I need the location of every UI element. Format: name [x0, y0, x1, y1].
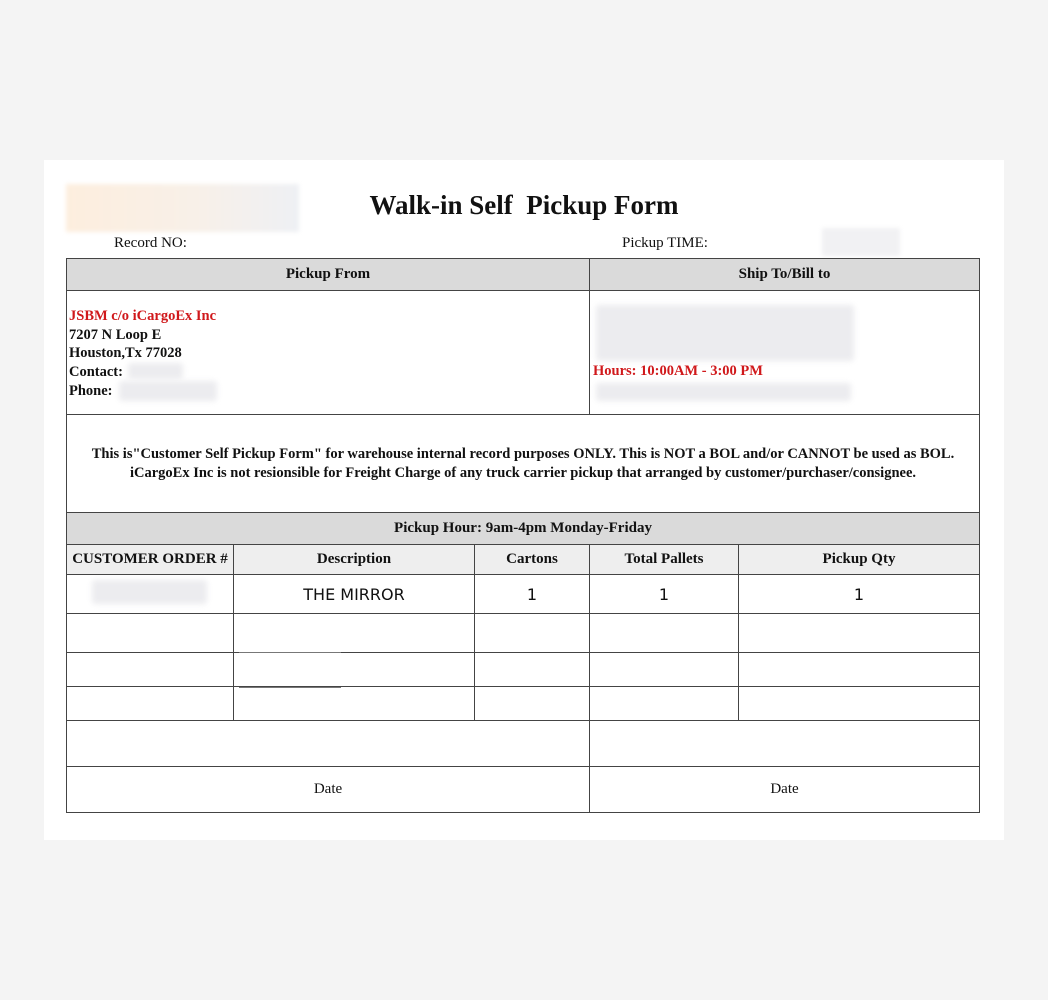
customer-order-value-redacted	[92, 580, 207, 604]
column-pickup-qty: Pickup Qty	[822, 551, 896, 567]
ship-to-address-redacted	[596, 305, 854, 361]
form-title: Walk-in Self Pickup Form	[369, 190, 679, 220]
pickup-company-name: JSBM c/o iCargoEx Inc	[69, 308, 217, 324]
column-total-pallets: Total Pallets	[624, 551, 704, 567]
company-logo-redacted	[66, 184, 299, 232]
pickup-from-header: Pickup From	[285, 266, 371, 282]
column-customer-order: CUSTOMER ORDER #	[72, 551, 228, 567]
pickup-time-label: Pickup TIME:	[622, 235, 708, 251]
row1-total-pallets: 1	[658, 585, 670, 604]
pickup-contact-label: Contact:	[69, 364, 123, 381]
record-number-label: Record NO:	[114, 235, 187, 251]
pickup-form-page	[44, 160, 1004, 840]
pickup-address-line2: Houston,Tx 77028	[69, 345, 182, 362]
left-date-label: Date	[313, 781, 343, 797]
contact-value-redacted	[128, 363, 183, 379]
row1-pickup-qty: 1	[853, 585, 865, 604]
disclaimer-line2: iCargoEx Inc is not resionsible for Freight Charge of any truck carrier pickup that arranged by customer/purchaser/consignee.	[129, 465, 917, 481]
pickup-time-value-redacted	[822, 228, 900, 256]
column-cartons: Cartons	[506, 551, 558, 567]
disclaimer-notice	[67, 445, 979, 483]
pickup-phone-label: Phone:	[69, 382, 113, 399]
pickup-hour-note: Pickup Hour: 9am-4pm Monday-Friday	[394, 520, 652, 536]
ship-to-hours: Hours: 10:00AM - 3:00 PM	[593, 363, 763, 379]
right-date-label: Date	[770, 781, 799, 797]
ship-to-header: Ship To/Bill to	[738, 266, 831, 282]
disclaimer-line1: This is"Customer Self Pickup Form" for warehouse internal record purposes ONLY. This is NOT a BOL and/or CANNOT be used as BOL.	[91, 446, 955, 462]
column-description: Description	[316, 551, 392, 567]
ship-to-extra-redacted	[596, 383, 851, 401]
row1-description: THE MIRROR	[303, 585, 405, 604]
row1-cartons: 1	[526, 585, 538, 604]
phone-value-redacted	[119, 381, 217, 401]
pickup-address-line1: 7207 N Loop E	[69, 326, 162, 343]
